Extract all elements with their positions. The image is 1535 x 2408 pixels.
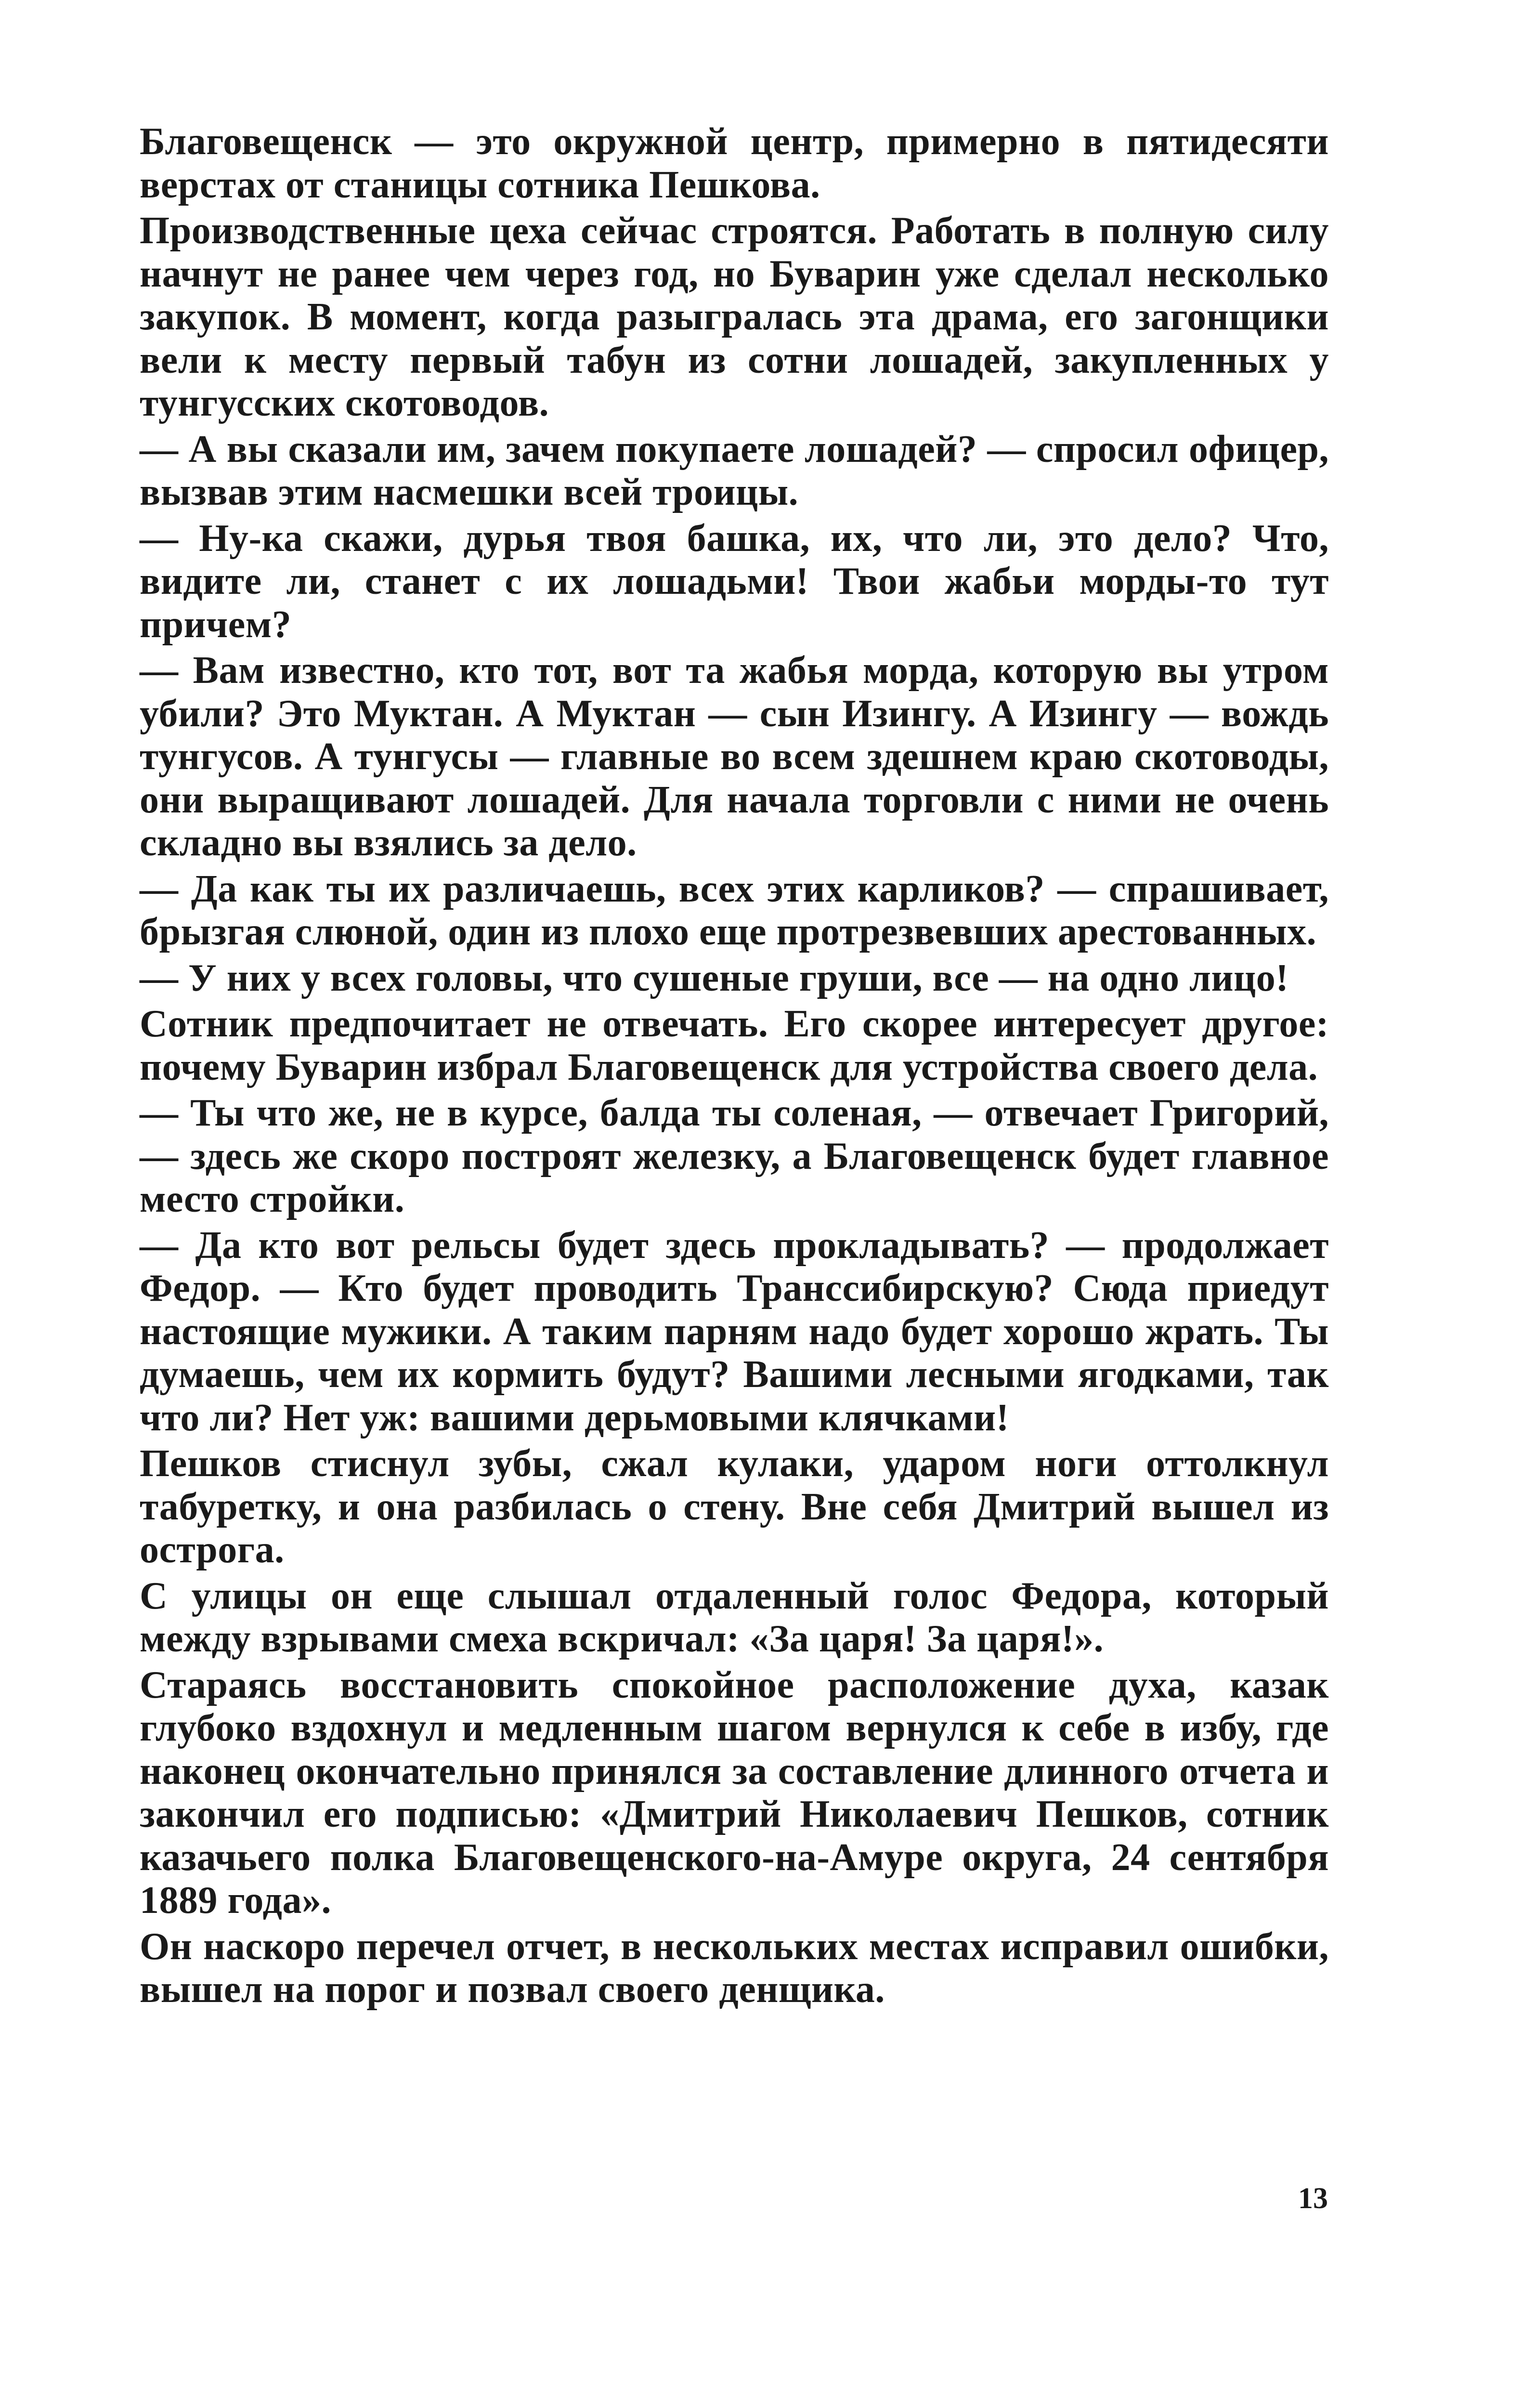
paragraph-13: Стараясь восстановить спокойное расположение духа, казак глубоко вздохнул и медленным шагом вернулся к себе в избу, где наконец окончательно принялся за составление длинного отчета и закончил его подписью: «Дмитрий Николаевич Пешков, сотник казачьего полка Благовещенского-на-Амуре округа, 24 сентября 1889 года».	[140, 1663, 1329, 1922]
paragraph-3: — А вы сказали им, зачем покупаете лошадей? — спросил офицер, вызвав этим насмешки всей троицы.	[140, 428, 1329, 513]
paragraph-14: Он наскоро перечел отчет, в нескольких местах исправил ошибки, вышел на порог и позвал своего денщика.	[140, 1925, 1329, 2011]
paragraph-12: С улицы он еще слышал отдаленный голос Федора, который между взрывами смеха вскричал: «За царя! За царя!».	[140, 1574, 1329, 1660]
paragraph-8: Сотник предпочитает не отвечать. Его скорее интересует другое: почему Буварин избрал Благовещенск для устройства своего дела.	[140, 1003, 1329, 1088]
paragraph-4: — Ну-ка скажи, дурья твоя башка, их, что ли, это дело? Что, видите ли, станет с их лошадьми! Твои жабьи морды-то тут причем?	[140, 517, 1329, 646]
paragraph-7: — У них у всех головы, что сушеные груши, все — на одно лицо!	[140, 956, 1289, 999]
body-text	[140, 120, 1329, 2015]
paragraph-2: Производственные цеха сейчас строятся. Работать в полную силу начнут не ранее чем через год, но Буварин уже сделал несколько закупок. В момент, когда разыгралась эта драма, его загонщики вели к месту первый табун из сотни лошадей, закупленных у тунгусских скотоводов.	[140, 209, 1329, 424]
paragraph-1: Благовещенск — это окружной центр, примерно в пятидесяти верстах от станицы сотника Пешкова.	[140, 120, 1329, 206]
paragraph-5: — Вам известно, кто тот, вот та жабья морда, которую вы утром убили? Это Муктан. А Муктан — сын Изингу. А Изингу — вождь тунгусов. А тунгусы — главные во всем здешнем краю скотоводы, они выращивают лошадей. Для начала торговли с ними не очень складно вы взялись за дело.	[140, 649, 1329, 864]
page-number: 13	[1298, 2182, 1328, 2215]
paragraph-10: — Да кто вот рельсы будет здесь прокладывать? — продолжает Федор. — Кто будет проводить Транссибирскую? Сюда приедут настоящие мужики. А таким парням надо будет хорошо жрать. Ты думаешь, чем их кормить будут? Вашими лесными ягодками, так что ли? Нет уж: вашими дерьмовыми клячками!	[140, 1224, 1329, 1439]
paragraph-9: — Ты что же, не в курсе, балда ты соленая, — отвечает Григорий, — здесь же скоро построят железку, а Благовещенск будет главное место стройки.	[140, 1092, 1329, 1220]
paragraph-11: Пешков стиснул зубы, сжал кулаки, ударом ноги оттолкнул табуретку, и она разбилась о стену. Вне себя Дмитрий вышел из острога.	[140, 1442, 1329, 1571]
paragraph-6: — Да как ты их различаешь, всех этих карликов? — спрашивает, брызгая слюной, один из плохо еще протрезвевших арестованных.	[140, 867, 1329, 953]
